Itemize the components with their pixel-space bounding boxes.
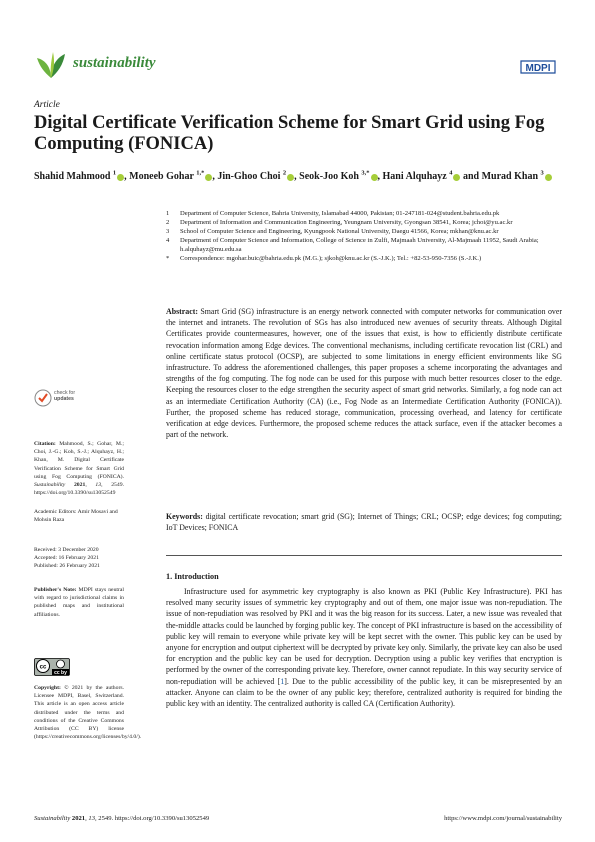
- author-affiliation-mark: 1,*: [196, 170, 205, 177]
- abstract: [166, 306, 562, 440]
- affiliation-item: [166, 218, 566, 227]
- check-updates-line2: updates: [54, 396, 74, 402]
- publisher-note-text: MDPI stays neutral with regard to jurisdictional claims in published maps and institutional affiliations.: [34, 587, 124, 618]
- author-separator: ,: [294, 171, 300, 183]
- article-type: Article: [34, 100, 60, 110]
- keywords-text: digital certificate revocation; smart grid (SG); Internet of Things; CRL; OCSP; edge devices; fog computing; IoT Devices; FONICA: [166, 512, 562, 533]
- abstract-label: Abstract:: [166, 307, 198, 316]
- cc-badge-text: cc by: [54, 670, 67, 676]
- section-heading: 1. Introduction: [166, 572, 219, 581]
- affiliation-mark: *: [166, 255, 170, 263]
- published-date: Published: 26 February 2021: [34, 563, 100, 570]
- affiliation-item: [166, 236, 566, 254]
- svg-text:MDPI: MDPI: [525, 63, 551, 74]
- author-name: Murad Khan: [481, 171, 539, 183]
- article-title: Digital Certificate Verification Scheme for Smart Grid using Fog Computing (FONICA): [34, 113, 545, 154]
- svg-text:cc: cc: [39, 664, 47, 671]
- keywords: [166, 511, 562, 533]
- author-separator: ,: [124, 171, 130, 183]
- cc-by-license-icon[interactable]: [34, 658, 70, 676]
- section-divider: [166, 555, 562, 556]
- publisher-note-label: Publisher's Note:: [34, 587, 77, 593]
- author-affiliation-mark: 2: [282, 170, 287, 177]
- author-name: Hani Alquhayz: [382, 171, 447, 183]
- author-affiliation-mark: 3,*: [361, 170, 370, 177]
- author: [482, 171, 552, 182]
- affiliation-mark: 3: [166, 228, 170, 236]
- author-name: Shahid Mahmood: [34, 171, 111, 183]
- copyright-notice: [34, 684, 142, 741]
- citation-journal: Sustainability: [34, 482, 66, 489]
- author: [129, 171, 217, 182]
- footer-doi: 2549. https://doi.org/10.3390/su13052549: [96, 815, 210, 822]
- copyright-label: Copyright:: [34, 685, 61, 691]
- author-affiliation-mark: 1: [112, 170, 117, 177]
- affiliation-mark: 4: [166, 237, 170, 245]
- abstract-text: Smart Grid (SG) infrastructure is an energy network connected with computer networks for communication over the internet and intranets. The revolution of SGs has also introduced new avenues of security threats. Although Digital Certificates provide countermeasures, however, one of the issues that exist, is how to efficiently distribute certificate revocation information among Edge devices. The conventional mechanisms, including certificate revocation list (CRL) and online certificate status protocol (OCSP), are subjected to some limitations in energy efficient environments like SG infrastructure. To address the aforementioned challenges, this paper proposes a scheme incorporating the advantages and strengths of the fog computing. The fog node can be used for this purpose with much better resources closer to the edge. Keeping the resources closer to the edge strengthen the security aspect of smart grid networks. Similarly, a fog node can act as an intermediate Certification Authority (CA) (i.e., Fog Node as an Intermediate Certification Authority (FONICA)). Further, the proposed scheme has reduced storage, communication, processing overhead, and latency for certificate verification at edge devices. Furthermore, the proposed scheme reduces the attack surface, even if the attacker becomes a part of the network.: [166, 307, 562, 440]
- affiliation-text: Department of Computer Science, Bahria University, Islamabad 44000, Pakistan; 01-247181-024@student.bahria.edu.pk: [180, 210, 500, 217]
- citation-year: 2021: [65, 482, 86, 489]
- publication-dates: [34, 546, 124, 571]
- received-date: Received: 3 December 2020: [34, 547, 99, 553]
- academic-editors: Academic Editors: Amir Mosavi and Mohsin Raza: [34, 509, 118, 524]
- orcid-icon[interactable]: [545, 174, 552, 181]
- copyright-text: © 2021 by the authors. Licensee MDPI, Basel, Switzerland. This article is an open access article distributed under the terms and conditions of the Creative Commons Attribution (CC BY) license (https://creativecommons.org/licenses/by/4.0/).: [34, 685, 142, 741]
- author-separator: ,: [377, 171, 383, 183]
- publisher-note: [34, 586, 124, 619]
- affiliation-mark: 2: [166, 219, 170, 227]
- journal-url-link[interactable]: https://www.mdpi.com/journal/sustainability: [444, 815, 562, 822]
- author-affiliation-mark: 4: [449, 170, 453, 177]
- affiliation-text: Department of Computer Science and Information, College of Science in Zulfi, Majmaah University, Al-Majmaah 11952, Saudi Arabia; h.alquhayz@mu.edu.sa: [180, 237, 539, 254]
- accepted-date: Accepted: 16 February 2021: [34, 555, 99, 562]
- check-for-updates-label: [54, 390, 75, 402]
- citation-link[interactable]: 1: [280, 676, 285, 686]
- affiliation-text: Department of Information and Communication Engineering, Yeungnam University, Gyongsan 38541, Korea; jchoi@yu.ac.kr: [180, 219, 513, 227]
- footer-journal: Sustainability: [34, 815, 71, 822]
- paragraph: [166, 586, 562, 709]
- sustainability-leaf-logo: [34, 50, 68, 80]
- paragraph-text: Infrastructure used for asymmetric key cryptography is also known as PKI (Public Key Infrastructure). PKI has resolved many security issues of symmetric key cryptography and out of them, one major issue was non-repudiation. The issue of non-repudiation was resolved by PKI and it was the big reason for its success. Later, a new issue was revealed that the-middle attacks could be launched by forging public key. The concept of PKI infrastructure is based on the accessibility of public key will remain to everyone while private key will be kept secret with the owner. This public key can be used by anyone for encryption and output ciphertext will be decrypted by private key only. Similarly, the private key can also be used for encryption and the public key can be used for decryption. Decryption using a public key verifies that encryption is performed by the owner of the corresponding private key. Therefore, owner cannot repudiate. In this way security service of non-repudiation will be achieved [: [166, 587, 562, 686]
- footer-citation: [34, 815, 209, 822]
- citation-volume: , 13,: [85, 482, 103, 489]
- check-updates-line1: check for: [54, 390, 76, 396]
- author: [299, 171, 382, 182]
- affiliation-item: [166, 209, 566, 218]
- author-name: Jin-Ghoo Choi: [217, 171, 281, 183]
- footer-year: 2021: [70, 815, 86, 822]
- affiliation-text: School of Computer Science and Engineering, Kyungpook National University, Daegu 41566, Korea; mkhan@knu.ac.kr: [180, 228, 499, 236]
- orcid-icon[interactable]: [371, 174, 378, 181]
- citation-doi: 2549. https://doi.org/10.3390/su13052549: [34, 482, 124, 497]
- mdpi-logo: [518, 59, 558, 75]
- author-name: Seok-Joo Koh: [299, 171, 359, 183]
- author: [34, 171, 129, 182]
- author-separator: ,: [212, 171, 218, 183]
- citation-block: [34, 440, 124, 497]
- journal-name: sustainability: [73, 55, 156, 71]
- introduction-body: [166, 586, 562, 709]
- affiliations: [166, 209, 566, 264]
- author-separator: and: [460, 171, 480, 183]
- author: [217, 171, 299, 182]
- affiliation-mark: 1: [166, 210, 170, 217]
- keywords-label: Keywords:: [166, 512, 203, 521]
- author-affiliation-mark: 3: [540, 170, 544, 177]
- author: [383, 171, 480, 182]
- footer-volume: , 13,: [85, 815, 97, 822]
- affiliation-item: [166, 227, 566, 236]
- affiliation-text: Correspondence: mgohar.buic@bahria.edu.pk (M.G.); sjkoh@knu.ac.kr (S.-J.K.); Tel.: +82-53-950-7356 (S.-J.K.): [180, 255, 482, 263]
- affiliation-item: [166, 254, 566, 263]
- citation-label: Citation:: [34, 441, 56, 447]
- paragraph-text: ]. Due to the public accessibility of the public key, it can be misrepresented by an attacker. Anyone can claim to be the owner of any public key; therefore, centralized authority is required for binding the public key with an identity. The centralized authority is called CA (Certification Authority).: [166, 676, 562, 709]
- author-list: [34, 167, 564, 184]
- author-name: Moneeb Gohar: [129, 171, 194, 183]
- citation-text: Mahmood, S.; Gohar, M.; Choi, J.-G.; Koh, S.-J.; Alquhayz, H.; Khan, M. Digital Certificate Verification Scheme for Smart Grid using Fog Computing (FONICA).: [34, 441, 124, 480]
